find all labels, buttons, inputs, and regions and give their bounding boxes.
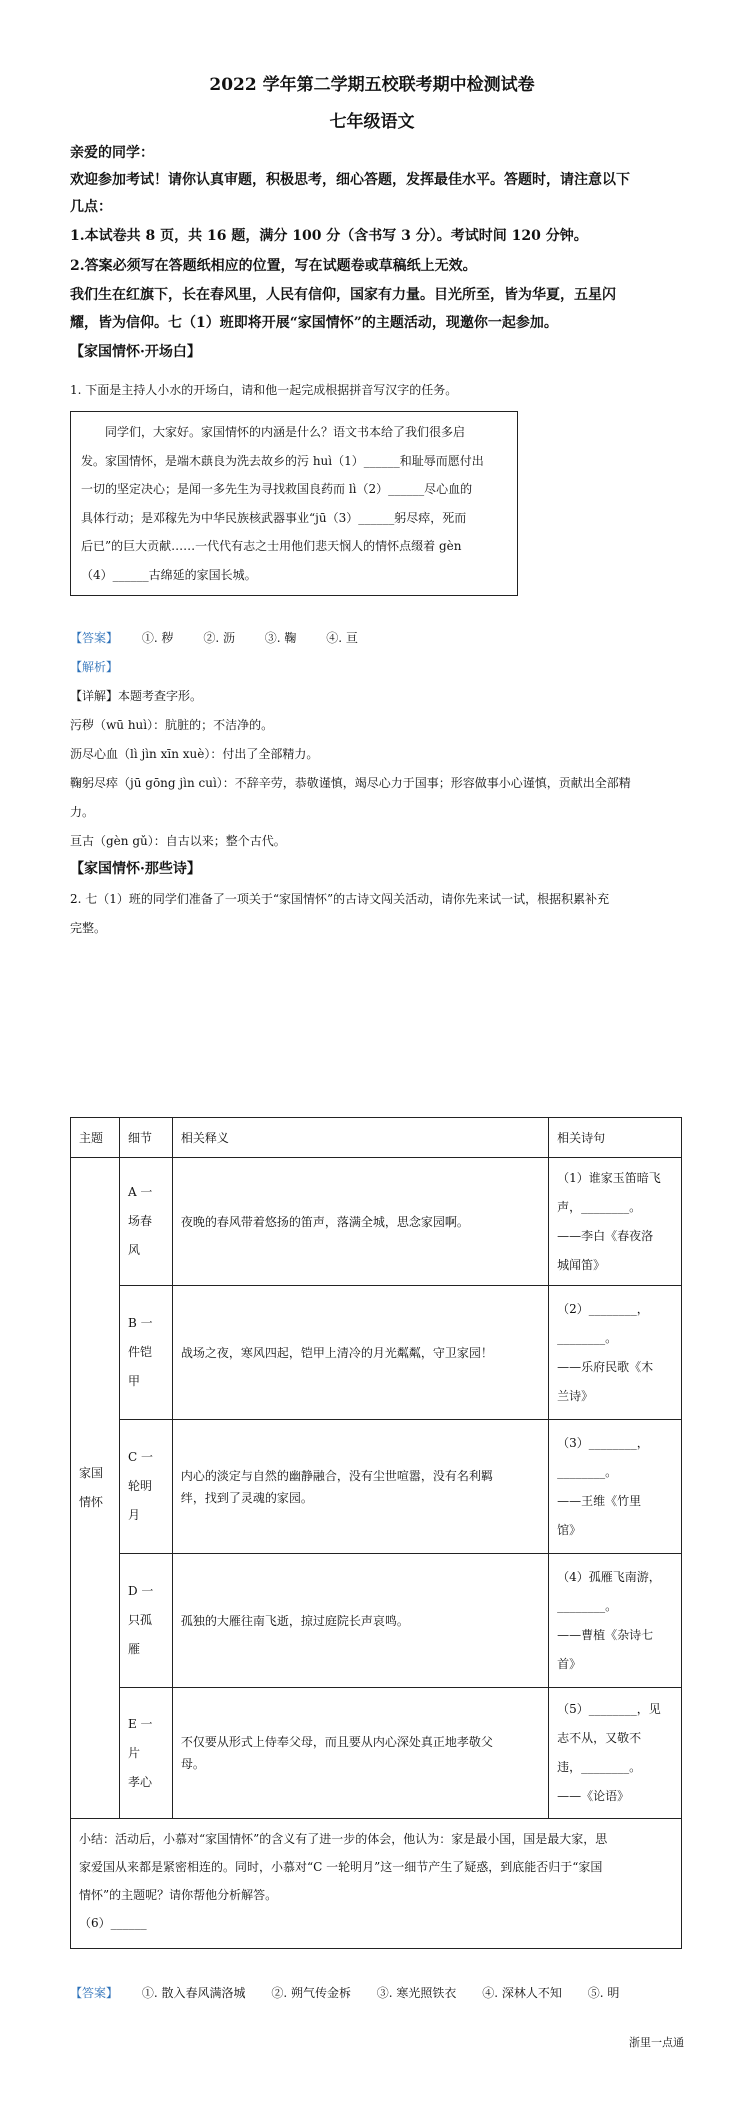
poem-line: （3）________， (557, 1435, 649, 1450)
theme-text: 情怀 (79, 1495, 104, 1509)
poem-line: 首》 (557, 1656, 582, 1671)
poem-cell (549, 1688, 682, 1819)
greeting: 亲爱的同学： (70, 145, 154, 161)
passage-box (70, 411, 518, 596)
poem-line: ________。 (557, 1330, 618, 1345)
poem-line: 城闻笛》 (557, 1257, 606, 1272)
header-poem: 相关诗句 (549, 1118, 682, 1158)
question-1: 1. 下面是主持人小水的开场白，请和他一起完成根据拼音写汉字的任务。 (70, 383, 458, 397)
table-row (71, 1688, 682, 1819)
poem-cell (549, 1554, 682, 1688)
table-row (71, 1554, 682, 1688)
detail-text: 轮明 (127, 1479, 152, 1493)
note-pages: 1.本试卷共 8 页，共 16 题，满分 100 分（含书写 3 分）。考试时间 120 分钟。 (70, 228, 588, 244)
summary-line: 小结：活动后，小慕对“家国情怀”的含义有了进一步的体会，他认为：家是最小国，国是最大家，思 (79, 1832, 608, 1846)
poem-line: （5）________，见 (557, 1702, 661, 1716)
header-meaning: 相关释义 (172, 1118, 548, 1158)
detail-cell (119, 1420, 172, 1554)
detail-text: 甲 (127, 1374, 140, 1388)
intro-line1: 欢迎参加考试！请你认真审题，积极思考，细心答题，发挥最佳水平。答题时，请注意以下 (70, 172, 630, 188)
explanation: 鞠躬尽瘁（jū gōng jìn cuì）：不辞辛劳，恭敬谨慎，竭尽心力于国事；形容做事小心谨慎，贡献出全部精 (70, 776, 631, 790)
section1-heading: 【家国情怀·开场白】 (70, 344, 201, 360)
poem-line: （1）谁家玉笛暗飞 (557, 1170, 661, 1185)
poem-cell (549, 1158, 682, 1286)
summary-line: 情怀”的主题呢？请你帮他分析解答。 (79, 1888, 278, 1902)
detail-line: 【详解】本题考查字形。 (70, 689, 203, 703)
poem-line: ——乐府民歌《木 (557, 1359, 654, 1374)
poem-line: ——王维《竹里 (557, 1493, 642, 1508)
intro-para1: 我们生在红旗下，长在春风里，人民有信仰，国家有力量。目光所至，皆为华夏，五星闪 (70, 287, 616, 303)
explanation: 沥尽心血（lì jìn xīn xuè）：付出了全部精力。 (70, 747, 319, 761)
answer-row-2 (70, 1983, 690, 2003)
poem-line: ——《论语》 (557, 1789, 630, 1803)
answer-item: ①. 秽 (141, 631, 174, 645)
summary-cell (71, 1819, 682, 1949)
passage-line: 发。家国情怀，是端木蕻良为洗去故乡的污 huì（1）______和耻辱而愿付出 (81, 453, 484, 468)
summary-row (71, 1819, 682, 1949)
poem-line: ________。 (557, 1598, 618, 1613)
explanation: 污秽（wū huì）：肮脏的；不洁净的。 (70, 718, 274, 732)
poem-cell (549, 1420, 682, 1554)
table-header-row (71, 1118, 682, 1158)
meaning-cell: 孤独的大雁往南飞逝，掠过庭院长声哀鸣。 (172, 1554, 548, 1688)
header-theme: 主题 (71, 1118, 120, 1158)
intro-para2: 耀，皆为信仰。七（1）班即将开展“家国情怀”的主题活动，现邀你一起参加。 (70, 315, 558, 331)
exam-subtitle: 七年级语文 (329, 112, 415, 132)
poem-line: 馆》 (557, 1522, 582, 1537)
passage-line: 具体行动；是邓稼先为中华民族核武器事业“jū（3）______躬尽瘁，死而 (81, 510, 467, 525)
detail-text: 场春 (127, 1214, 152, 1228)
poem-line: ——曹植《杂诗七 (557, 1627, 654, 1642)
answer-item: ⑤. 明 (587, 1986, 620, 2000)
meaning-cell: 内心的淡定与自然的幽静融合，没有尘世喧嚣，没有名利羁 绊，找到了灵魂的家园。 (172, 1420, 548, 1554)
explanation: 力。 (70, 805, 95, 819)
poem-line: 兰诗》 (557, 1388, 594, 1403)
intro-line2: 几点： (70, 199, 112, 215)
answer-item: ④. 亘 (326, 631, 358, 645)
detail-text: 孝心 (127, 1774, 152, 1789)
meaning-cell: 不仅要从形式上侍奉父母，而且要从内心深处真正地孝敬父 母。 (172, 1688, 548, 1819)
question-2-line2: 完整。 (70, 921, 107, 935)
summary-line: （6）______ (79, 1916, 147, 1930)
answer-item: ③. 寒光照铁衣 (376, 1986, 457, 2000)
answer-label: 【答案】 (70, 631, 119, 645)
poem-line: ________。 (557, 1464, 618, 1479)
table-row (71, 1420, 682, 1554)
theme-cell (71, 1158, 120, 1819)
footer-brand: 浙里一点通 (629, 2036, 684, 2049)
answer-row-1 (70, 628, 680, 648)
detail-text: D 一 (127, 1584, 154, 1598)
detail-text: C 一 (127, 1450, 153, 1464)
detail-text: B 一 (127, 1316, 153, 1330)
header-detail: 细节 (119, 1118, 172, 1158)
table-row (71, 1158, 682, 1286)
detail-text: E 一片 (127, 1716, 153, 1760)
answer-item: ①. 散入春风满洛城 (141, 1986, 246, 2000)
table-row (71, 1286, 682, 1420)
question-2-line1: 2. 七（1）班的同学们准备了一项关于“家国情怀”的古诗文闯关活动，请你先来试一试，根据积累补充 (70, 892, 610, 906)
passage-line: 一切的坚定决心；是闻一多先生为寻找救国良药而 lì（2）______尽心血的 (81, 482, 473, 496)
poem-line: （4）孤雁飞南游， (557, 1569, 661, 1584)
analysis-label: 【解析】 (70, 660, 119, 674)
detail-cell (119, 1286, 172, 1420)
meaning-cell: 战场之夜，寒风四起，铠甲上清冷的月光粼粼，守卫家园！ (172, 1286, 548, 1420)
detail-text: 件铠 (127, 1345, 152, 1359)
detail-text: A 一 (127, 1185, 153, 1199)
passage-line: 同学们，大家好。家国情怀的内涵是什么？语文书本给了我们很多启 (81, 425, 466, 439)
theme-text: 家国 (79, 1466, 104, 1480)
poem-line: 志不从，又敬不 (557, 1731, 642, 1745)
meaning-cell: 夜晚的春风带着悠扬的笛声，落满全城，思念家园啊。 (172, 1158, 548, 1286)
note-answer-sheet: 2.答案必须写在答题纸相应的位置，写在试题卷或草稿纸上无效。 (70, 258, 477, 274)
answer-item: ②. 沥 (203, 631, 235, 645)
answer-item: ④. 深林人不知 (482, 1986, 562, 2000)
poem-line: 违，________。 (557, 1760, 642, 1774)
detail-text: 只孤 (127, 1613, 152, 1627)
detail-cell (119, 1554, 172, 1688)
explanation: 亘古（gèn gǔ）：自古以来；整个古代。 (70, 834, 286, 848)
detail-cell (119, 1688, 172, 1819)
poem-cell (549, 1286, 682, 1420)
answer-item: ②. 朔气传金柝 (271, 1986, 351, 2000)
detail-cell (119, 1158, 172, 1286)
summary-line: 家爱国从来都是紧密相连的。同时，小慕对“C 一轮明月”这一细节产生了疑惑，到底能否归于“家国 (79, 1860, 603, 1874)
exam-title: 2022 学年第二学期五校联考期中检测试卷 (209, 75, 535, 95)
answer-label: 【答案】 (70, 1986, 119, 2000)
poem-line: （2）________， (557, 1301, 649, 1316)
poem-table (70, 1117, 682, 1949)
poem-line: 声，________。 (557, 1199, 642, 1214)
passage-line: 后已”的巨大贡献……一代代有志之士用他们悲天悯人的情怀点缀着 gèn (81, 539, 462, 553)
poem-line: ——李白《春夜洛 (557, 1228, 654, 1243)
passage-line: （4）______古绵延的家国长城。 (81, 567, 257, 582)
answer-item: ③. 鞠 (264, 631, 297, 645)
section2-heading: 【家国情怀·那些诗】 (70, 861, 201, 877)
detail-text: 月 (127, 1508, 140, 1522)
detail-text: 风 (127, 1243, 140, 1257)
detail-text: 雁 (127, 1642, 140, 1656)
